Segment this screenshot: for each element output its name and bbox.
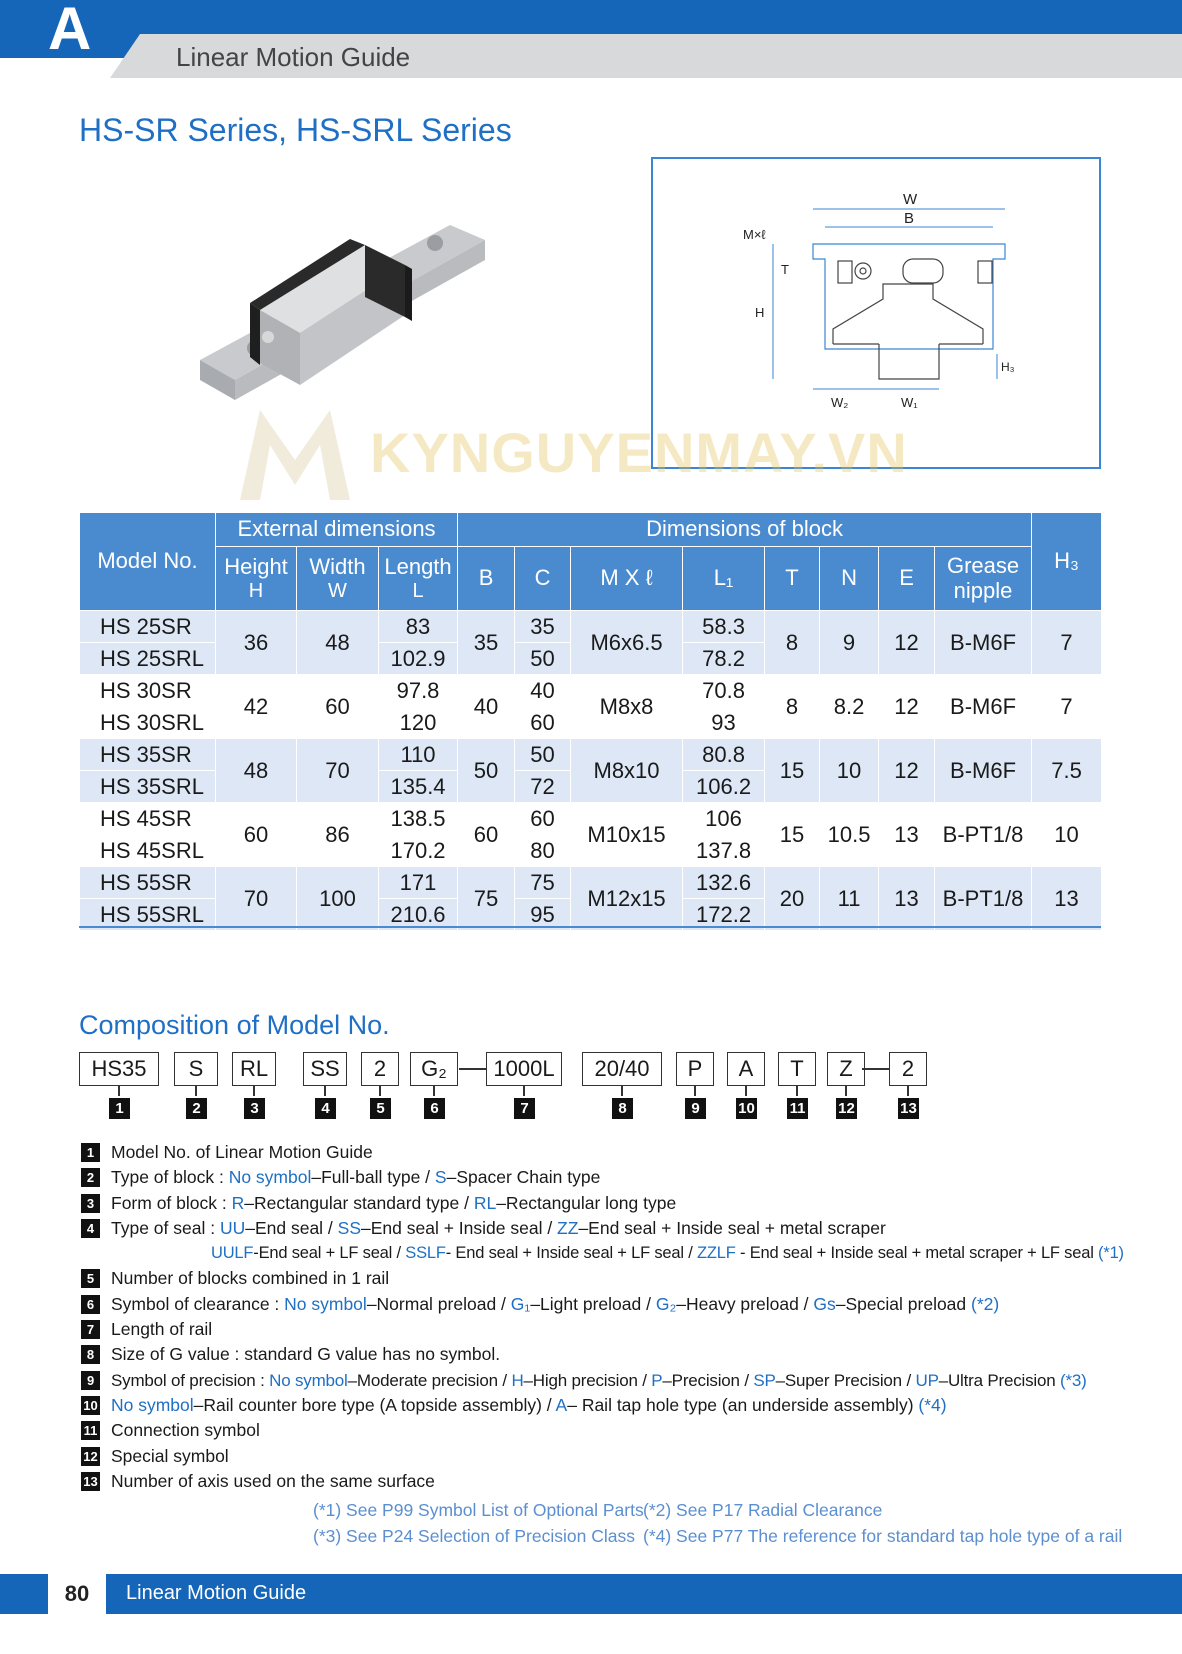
model-code-connector: [745, 1086, 747, 1096]
dim-label-W1: W₁: [901, 395, 918, 410]
cell-grease-nipple: B-M6F: [935, 739, 1032, 803]
model-code-number-badge: 10: [736, 1098, 757, 1119]
cell-e: 12: [879, 739, 935, 803]
model-code-connector: [253, 1086, 255, 1096]
cell-l1: 80.8: [683, 739, 765, 771]
legend-item-1: 1 Model No. of Linear Motion Guide: [79, 1140, 1139, 1165]
note-3: (*3) See P24 Selection of Precision Class: [313, 1526, 635, 1546]
dim-label-H3: H₃: [1001, 360, 1015, 374]
cell-n: 10: [820, 739, 879, 803]
th-mxl: M X ℓ: [571, 547, 683, 611]
model-code-number-badge: 3: [244, 1098, 265, 1119]
th-c: C: [515, 547, 571, 611]
cell-width: 60: [297, 675, 379, 739]
model-code-box: A: [727, 1052, 765, 1086]
cell-mxl: M8x10: [571, 739, 683, 803]
legend-number-badge: 2: [81, 1168, 100, 1187]
model-code-box: 20/40: [582, 1052, 662, 1086]
legend-number-badge: 4: [81, 1219, 100, 1238]
legend-item-7: 7 Length of rail: [79, 1317, 1139, 1342]
watermark-text: KYNGUYENMAY.VN: [370, 421, 908, 484]
model-code-number-badge: 2: [186, 1098, 207, 1119]
dim-label-mxl: M×ℓ: [743, 227, 766, 242]
legend-number-badge: 7: [81, 1320, 100, 1339]
cell-e: 13: [879, 867, 935, 931]
cell-grease-nipple: B-PT1/8: [935, 867, 1032, 931]
th-l1: L₁: [683, 547, 765, 611]
model-code-box: P: [676, 1052, 714, 1086]
legend-item-11: 11 Connection symbol: [79, 1418, 1139, 1443]
th-external-dimensions: External dimensions: [216, 513, 458, 547]
cell-width: 70: [297, 739, 379, 803]
model-code-box: S: [174, 1052, 218, 1086]
cell-model: HS 45SRL: [80, 835, 216, 867]
th-length: Length L: [379, 547, 458, 611]
note-4: (*4) See P77 The reference for standard tap hole type of a rail: [643, 1526, 1123, 1546]
cell-h3: 7: [1032, 675, 1102, 739]
composition-title: Composition of Model No.: [79, 1010, 390, 1040]
cell-b: 40: [458, 675, 515, 739]
th-grease-nipple: Grease nipple: [935, 547, 1032, 611]
legend-number-badge: 3: [81, 1194, 100, 1213]
dim-label-W2: W₂: [831, 395, 849, 410]
model-code-box: T: [778, 1052, 816, 1086]
dim-label-W: W: [903, 191, 918, 208]
model-code-box: 1000L: [486, 1052, 562, 1086]
cell-t: 8: [765, 675, 820, 739]
legend-item-8: 8 Size of G value : standard G value has no symbol.: [79, 1342, 1139, 1367]
cell-mxl: M10x15: [571, 803, 683, 867]
cell-c: 60: [515, 803, 571, 835]
model-code-box: SS: [303, 1052, 347, 1086]
model-code-connector: [523, 1086, 525, 1096]
cell-n: 8.2: [820, 675, 879, 739]
model-code-connector: [324, 1086, 326, 1096]
watermark-logo-icon: [240, 400, 350, 500]
model-code-number-badge: 7: [514, 1098, 535, 1119]
cell-length: 97.8: [379, 675, 458, 707]
model-code-box: RL: [232, 1052, 276, 1086]
legend-number-badge: 10: [81, 1396, 100, 1415]
model-code-connector: [694, 1086, 696, 1096]
cell-l1: 78.2: [683, 643, 765, 675]
composition-legend: [79, 1140, 1139, 1494]
cell-length: 83: [379, 611, 458, 643]
model-code-connector: [379, 1086, 381, 1096]
cell-model: HS 35SR: [80, 739, 216, 771]
cell-grease-nipple: B-PT1/8: [935, 803, 1032, 867]
dim-label-B: B: [904, 210, 915, 227]
legend-number-badge: 13: [81, 1472, 100, 1491]
cell-e: 12: [879, 675, 935, 739]
th-e: E: [879, 547, 935, 611]
cell-width: 86: [297, 803, 379, 867]
cell-mxl: M8x8: [571, 675, 683, 739]
cell-length: 135.4: [379, 771, 458, 803]
cell-height: 60: [216, 803, 297, 867]
legend-item-3: 3 Form of block : R–Rectangular standard type / RL–Rectangular long type: [79, 1191, 1139, 1216]
cell-length: 171: [379, 867, 458, 899]
legend-number-badge: 8: [81, 1345, 100, 1364]
model-code-connector: [621, 1086, 623, 1096]
cell-n: 11: [820, 867, 879, 931]
cell-l1: 106.2: [683, 771, 765, 803]
cell-l1: 172.2: [683, 899, 765, 931]
cell-c: 80: [515, 835, 571, 867]
legend-item-4-continued: UULF-End seal + LF seal / SSLF- End seal + Inside seal + LF seal / ZZLF - End seal + Inside seal + metal scraper + LF seal (*1): [211, 1244, 1124, 1263]
model-code-box: 2: [889, 1052, 927, 1086]
cell-t: 20: [765, 867, 820, 931]
cell-b: 50: [458, 739, 515, 803]
note-2: (*2) See P17 Radial Clearance: [643, 1500, 883, 1520]
th-h3: H₃: [1032, 513, 1102, 611]
legend-item-13: 13 Number of axis used on the same surface: [79, 1469, 1139, 1494]
cell-width: 100: [297, 867, 379, 931]
cell-height: 70: [216, 867, 297, 931]
page-number: 80: [64, 1581, 90, 1606]
th-b: B: [458, 547, 515, 611]
cell-b: 35: [458, 611, 515, 675]
model-code-box: HS35: [79, 1052, 159, 1086]
th-t: T: [765, 547, 820, 611]
note-1: (*1) See P99 Symbol List of Optional Parts: [313, 1500, 644, 1520]
cell-h3: 13: [1032, 867, 1102, 931]
legend-number-badge: 12: [81, 1447, 100, 1466]
cell-b: 60: [458, 803, 515, 867]
legend-item-5: 5 Number of blocks combined in 1 rail: [79, 1266, 1139, 1291]
header-title: Linear Motion Guide: [176, 42, 411, 72]
th-model: Model No.: [80, 513, 216, 611]
cell-c: 72: [515, 771, 571, 803]
cell-length: 120: [379, 707, 458, 739]
model-code-connector: [433, 1086, 435, 1096]
cell-length: 138.5: [379, 803, 458, 835]
cell-mxl: M12x15: [571, 867, 683, 931]
cell-length: 110: [379, 739, 458, 771]
cell-t: 15: [765, 739, 820, 803]
cell-e: 13: [879, 803, 935, 867]
cell-model: HS 30SRL: [80, 707, 216, 739]
cell-model: HS 30SR: [80, 675, 216, 707]
cell-h3: 7: [1032, 611, 1102, 675]
model-code-number-badge: 5: [370, 1098, 391, 1119]
cell-h3: 7.5: [1032, 739, 1102, 803]
legend-item-2: 2 Type of block : No symbol–Full-ball type / S–Spacer Chain type: [79, 1165, 1139, 1190]
cell-length: 102.9: [379, 643, 458, 675]
section-letter: A: [48, 0, 92, 62]
legend-item-10: 10 No symbol–Rail counter bore type (A topside assembly) / A– Rail tap hole type (an underside assembly) (*4): [79, 1393, 1139, 1418]
cell-c: 40: [515, 675, 571, 707]
cell-l1: 137.8: [683, 835, 765, 867]
cell-n: 10.5: [820, 803, 879, 867]
cell-c: 35: [515, 611, 571, 643]
cell-width: 48: [297, 611, 379, 675]
legend-number-badge: 11: [81, 1421, 100, 1440]
cell-t: 15: [765, 803, 820, 867]
model-code-box: Z: [827, 1052, 865, 1086]
cell-model: HS 35SRL: [80, 771, 216, 803]
model-code-number-badge: 12: [836, 1098, 857, 1119]
cell-l1: 58.3: [683, 611, 765, 643]
th-height: Height H: [216, 547, 297, 611]
reference-notes: [313, 1497, 1123, 1549]
cell-e: 12: [879, 611, 935, 675]
cell-c: 95: [515, 899, 571, 931]
header-band: [0, 0, 1182, 34]
cell-b: 75: [458, 867, 515, 931]
cell-c: 50: [515, 739, 571, 771]
legend-number-badge: 9: [81, 1371, 100, 1390]
model-code-number-badge: 1: [109, 1098, 130, 1119]
th-n: N: [820, 547, 879, 611]
model-code-dash: [862, 1068, 889, 1070]
cell-l1: 106: [683, 803, 765, 835]
cell-height: 48: [216, 739, 297, 803]
model-code-connector: [907, 1086, 909, 1096]
legend-number-badge: 5: [81, 1269, 100, 1288]
cell-t: 8: [765, 611, 820, 675]
cell-c: 60: [515, 707, 571, 739]
model-code-number-badge: 6: [424, 1098, 445, 1119]
cell-n: 9: [820, 611, 879, 675]
cell-c: 75: [515, 867, 571, 899]
series-title: HS-SR Series, HS-SRL Series: [79, 112, 512, 148]
model-code-number-badge: 11: [787, 1098, 808, 1119]
legend-item-9: 9 Symbol of precision : No symbol–Moderate precision / H–High precision / P–Precision / SP–Super Precision / UP–Ultra Precision (*3): [79, 1368, 1139, 1393]
watermark: [240, 400, 960, 500]
cell-c: 50: [515, 643, 571, 675]
th-width: Width W: [297, 547, 379, 611]
model-code-connector: [195, 1086, 197, 1096]
legend-item-12: 12 Special symbol: [79, 1444, 1139, 1469]
cell-length: 170.2: [379, 835, 458, 867]
model-code-connector: [796, 1086, 798, 1096]
cell-h3: 10: [1032, 803, 1102, 867]
cell-mxl: M6x6.5: [571, 611, 683, 675]
model-code-box: G₂: [410, 1052, 458, 1086]
legend-number-badge: 6: [81, 1295, 100, 1314]
cell-l1: 70.8: [683, 675, 765, 707]
cell-model: HS 25SR: [80, 611, 216, 643]
cell-length: 210.6: [379, 899, 458, 931]
model-code-number-badge: 8: [612, 1098, 633, 1119]
footer-title: Linear Motion Guide: [126, 1582, 307, 1604]
model-code-connector: [118, 1086, 120, 1096]
cell-height: 42: [216, 675, 297, 739]
model-code-number-badge: 13: [898, 1098, 919, 1119]
dim-label-T: T: [781, 262, 789, 277]
th-block-dimensions: Dimensions of block: [458, 513, 1032, 547]
cell-model: HS 55SR: [80, 867, 216, 899]
legend-item-6: 6 Symbol of clearance : No symbol–Normal preload / G₁–Light preload / G₂–Heavy preload / Gs–Special preload (*2): [79, 1292, 1139, 1317]
dim-label-H: H: [755, 305, 765, 320]
linear-guide-product-image: [200, 215, 500, 415]
cell-model: HS 55SRL: [80, 899, 216, 931]
cell-height: 36: [216, 611, 297, 675]
cell-model: HS 25SRL: [80, 643, 216, 675]
dimensions-table: [79, 512, 1102, 931]
model-code-number-badge: 4: [315, 1098, 336, 1119]
legend-number-badge: 1: [81, 1143, 100, 1162]
cell-l1: 93: [683, 707, 765, 739]
model-code-dash: [459, 1068, 486, 1070]
legend-item-4: 4 Type of seal : UU–End seal / SS–End seal + Inside seal / ZZ–End seal + Inside seal + metal scraper: [79, 1216, 1139, 1241]
cell-grease-nipple: B-M6F: [935, 611, 1032, 675]
model-code-box: 2: [361, 1052, 399, 1086]
cell-l1: 132.6: [683, 867, 765, 899]
cell-grease-nipple: B-M6F: [935, 675, 1032, 739]
model-code-connector: [845, 1086, 847, 1096]
model-code-number-badge: 9: [685, 1098, 706, 1119]
table-bottom-rule: [79, 926, 1101, 928]
cell-model: HS 45SR: [80, 803, 216, 835]
